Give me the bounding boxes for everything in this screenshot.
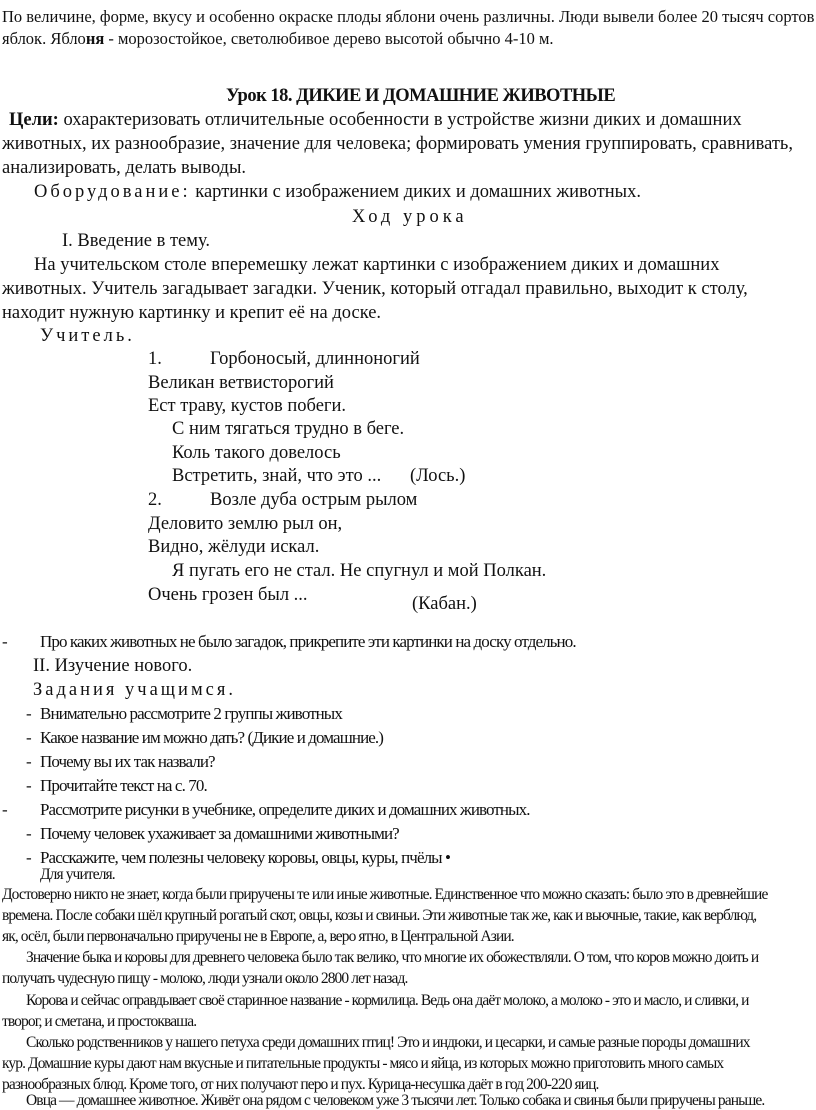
intro-paragraph-line-3: находит нужную картинку и крепит её на доске. — [2, 303, 382, 323]
teacher-note-line-3: як, осёл, были первоначально приручены не в Европе, а, веро ятно, в Центральной Азии. — [2, 928, 514, 945]
lesson-title: Урок 18. ДИКИЕ И ДОМАШНИЕ ЖИВОТНЫЕ — [226, 86, 616, 106]
task-7-dash: - — [26, 848, 31, 867]
teacher-note-line-10: разнообразных блюд. Кроме того, от них получают перо и пух. Курица-несушка даёт в год 200-220 яиц. — [2, 1076, 599, 1093]
task-3-text: Почему вы их так назвали? — [40, 752, 215, 771]
intro-line-2-bold: ня — [85, 29, 105, 48]
riddle-1-line-5: Коль такого довелось — [172, 443, 341, 463]
goals-label: Цели: — [9, 110, 59, 130]
teacher-note-line-2: времена. После собаки шёл крупный рогатый скот, овцы, козы и свиньи. Эти животные так же, как и вьючные, такие, как верблюд, — [2, 907, 757, 924]
riddle-2-number: 2. — [148, 490, 162, 510]
teacher-note-line-7: творог, и сметана, и простокваша. — [2, 1013, 197, 1030]
task-7-text: Расскажите, чем полезны человеку коровы, овцы, куры, пчёлы • — [40, 848, 451, 867]
students-tasks-label: Задания учащимся. — [33, 680, 237, 700]
section-2-heading: II. Изучение нового. — [33, 656, 193, 676]
riddle-2-line-3: Видно, жёлуди искал. — [148, 537, 320, 557]
riddle-2-line-2: Деловито землю рыл он, — [148, 514, 343, 534]
riddle-1-number: 1. — [148, 349, 162, 369]
teacher-note-label: Для учителя. — [40, 866, 115, 883]
teacher-note-line-5: получать чудесную пищу - молоко, люди узнали около 2800 лет назад. — [2, 970, 408, 987]
intro-line-2 — [2, 29, 554, 49]
riddle-1-line-3: Ест траву, кустов побеги. — [148, 396, 347, 416]
equipment-line — [34, 182, 641, 203]
task-5-dash: - — [2, 800, 7, 819]
riddle-1-line-1: Горбоносый, длинноногий — [210, 349, 420, 369]
teacher-note-line-11: Овца — домашнее животное. Живёт она рядом с человеком уже 3 тысячи лет. Только собака и свинья были приручены раньше. — [26, 1092, 765, 1109]
task-5-text: Рассмотрите рисунки в учебнике, определите диких и домашних животных. — [40, 800, 530, 819]
intro-line-1: По величине, форме, вкусу и особенно окраске плоды яблони очень различны. Люди вывели более 20 тысяч сортов — [2, 7, 815, 26]
goals-line-1 — [9, 110, 742, 131]
teacher-note-line-1: Достоверно никто не знает, когда были приручены те или иные животные. Единственное что можно сказать: было это в древнейшие — [2, 886, 768, 903]
riddle-2-line-1: Возле дуба острым рылом — [210, 490, 418, 510]
equipment-label: Оборудование: — [34, 182, 191, 202]
intro-line-2-start: яблок. Ябло — [2, 29, 86, 48]
riddle-2-line-5: Очень грозен был ... — [148, 585, 308, 605]
equipment-text: картинки с изображением диких и домашних животных. — [195, 182, 641, 202]
intro-paragraph-line-2: животных. Учитель загадывает загадки. Ученик, который отгадал правильно, выходит к столу, — [2, 279, 748, 299]
riddle-1-line-2: Великан ветвисторогий — [148, 373, 334, 393]
teacher-note-line-6: Корова и сейчас оправдывает своё старинное название - кормилица. Ведь она даёт молоко, а молоко - это и масло, и сливки, и — [26, 992, 749, 1009]
task-0-text: Про каких животных не было загадок, прикрепите эти картинки на доску отдельно. — [40, 632, 576, 651]
goals-text-1: охарактеризовать отличительные особенности в устройстве жизни диких и домашних — [58, 110, 742, 130]
section-1-heading: I. Введение в тему. — [62, 231, 210, 251]
teacher-note-line-4: Значение быка и коровы для древнего человека было так велико, что многие их обожествляли. О том, что коров можно доить и — [26, 949, 759, 966]
teacher-note-line-8: Сколько родственников у нашего петуха среди домашних птиц! Это и индюки, и цесарки, и самые разные породы домашних — [26, 1034, 750, 1051]
task-2-text: Какое название им можно дать? (Дикие и домашние.) — [40, 728, 384, 747]
intro-line-2-end: - морозостойкое, светолюбивое дерево высотой обычно 4-10 м. — [104, 29, 554, 48]
task-0-dash: - — [2, 632, 7, 651]
goals-line-3: анализировать, делать выводы. — [2, 158, 247, 178]
riddle-2-answer: (Кабан.) — [412, 594, 477, 614]
task-4-text: Прочитайте текст на с. 70. — [40, 776, 207, 795]
task-2-dash: - — [26, 728, 31, 747]
task-4-dash: - — [26, 776, 31, 795]
task-6-dash: - — [26, 824, 31, 843]
teacher-label: Учитель. — [40, 326, 135, 346]
task-6-text: Почему человек ухаживает за домашними животными? — [40, 824, 399, 843]
riddle-1-answer: (Лось.) — [410, 466, 466, 486]
task-1-dash: - — [26, 704, 31, 723]
task-3-dash: - — [26, 752, 31, 771]
course-heading: Ход урока — [352, 207, 468, 227]
teacher-note-line-9: кур. Домашние куры дают нам вкусные и питательные продукты - мясо и яйца, из которых можно приготовить много самых — [2, 1055, 724, 1072]
task-1-text: Внимательно рассмотрите 2 группы животных — [40, 704, 342, 723]
intro-paragraph-line-1: На учительском столе вперемешку лежат картинки с изображением диких и домашних — [34, 255, 720, 275]
riddle-1-line-4: С ним тягаться трудно в беге. — [172, 419, 405, 439]
goals-line-2: животных, их разнообразие, значение для человека; формировать умения группировать, сравнивать, — [2, 134, 793, 154]
riddle-2-line-4: Я пугать его не стал. Не спугнул и мой Полкан. — [172, 561, 547, 581]
riddle-1-line-6: Встретить, знай, что это ... — [172, 466, 382, 486]
